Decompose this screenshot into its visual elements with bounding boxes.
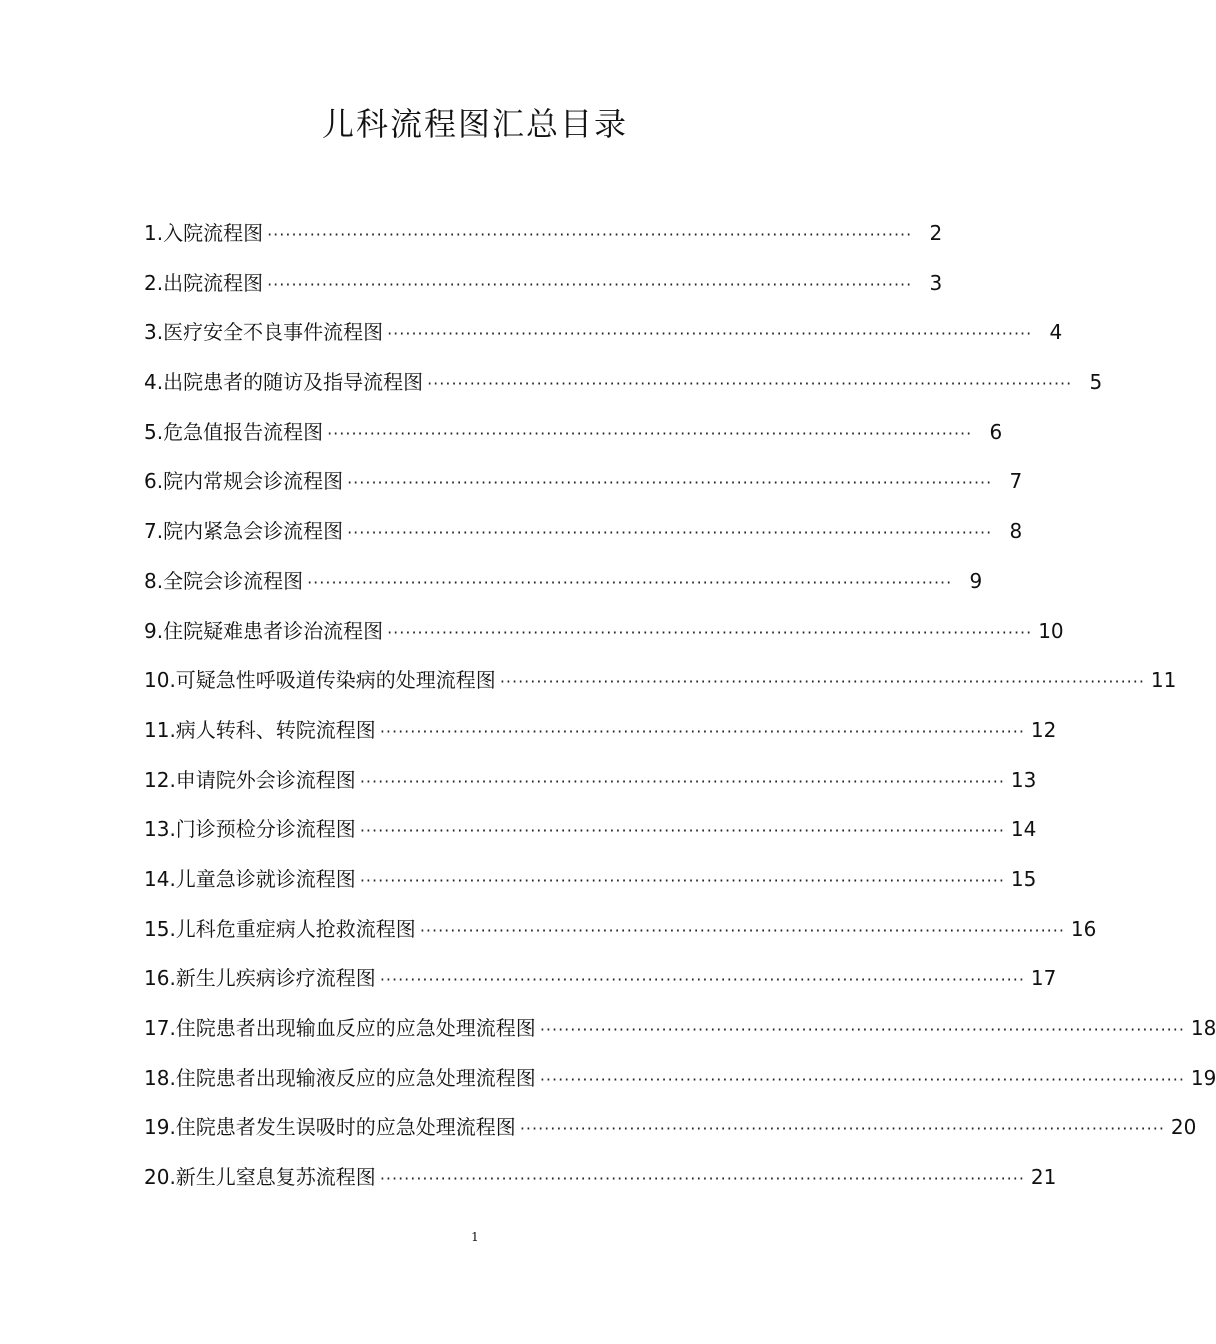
- toc-leader-dots: ··········································································································: [347, 523, 993, 543]
- toc-leader-dots: ··········································································································: [519, 1119, 1165, 1139]
- toc-leader-dots: ··········································································································: [327, 423, 973, 443]
- toc-entry[interactable]: [144, 261, 943, 311]
- toc-entry-page: 17: [1030, 966, 1057, 991]
- toc-entry[interactable]: [144, 1056, 1216, 1106]
- toc-leader-dots: ··········································································································: [427, 374, 1073, 394]
- toc-entry[interactable]: [144, 708, 1057, 758]
- toc-leader-dots: ··········································································································: [307, 572, 953, 592]
- toc-leader-dots: ··········································································································: [267, 225, 913, 244]
- toc-entry-page: 7: [1009, 469, 1023, 494]
- toc-entry[interactable]: [144, 658, 1177, 708]
- toc-entry-page: 13: [1010, 767, 1037, 792]
- toc-leader-dots: ··········································································································: [347, 473, 993, 493]
- toc-entry-label: 19.住院患者发生误吸时的应急处理流程图: [144, 1115, 516, 1140]
- document-title: 儿科流程图汇总目录: [321, 105, 628, 143]
- toc-entry-page: 19: [1190, 1065, 1216, 1090]
- toc-entry-page: 5: [1089, 370, 1103, 395]
- toc-leader-dots: ··········································································································: [387, 622, 1033, 642]
- toc-entry-page: 11: [1150, 668, 1177, 693]
- toc-entry-page: 9: [969, 568, 983, 593]
- toc-entry[interactable]: [144, 956, 1057, 1006]
- toc-entry[interactable]: [144, 410, 1003, 460]
- toc-leader-dots: ··········································································································: [359, 821, 1005, 841]
- toc-entry-page: 6: [989, 419, 1003, 444]
- toc-entry-label: 3.医疗安全不良事件流程图: [144, 320, 384, 345]
- toc-leader-dots: ··········································································································: [387, 324, 1033, 344]
- toc-entry[interactable]: [144, 211, 943, 261]
- toc-entry[interactable]: [144, 609, 1064, 659]
- toc-entry-label: 1.入院流程图: [144, 221, 264, 245]
- toc-entry[interactable]: [144, 360, 1103, 410]
- page-number: 1: [471, 1230, 479, 1244]
- toc-entry[interactable]: [144, 758, 1037, 808]
- toc-entry-page: 18: [1190, 1016, 1216, 1040]
- toc-entry-page: 2: [929, 221, 943, 245]
- toc-entry-page: 20: [1170, 1115, 1197, 1140]
- toc-leader-dots: ··········································································································: [379, 721, 1025, 741]
- toc-leader-dots: ··········································································································: [419, 920, 1065, 940]
- toc-entry-label: 14.儿童急诊就诊流程图: [144, 866, 356, 891]
- toc-entry-page: 8: [1009, 519, 1023, 544]
- toc-entry-label: 5.危急值报告流程图: [144, 419, 324, 444]
- toc-entry-page: 3: [929, 270, 943, 295]
- toc-entry-page: 4: [1049, 320, 1063, 345]
- toc-entry-page: 12: [1030, 717, 1057, 742]
- toc-entry[interactable]: [144, 459, 1023, 509]
- toc-entry[interactable]: [144, 807, 1037, 857]
- toc-leader-dots: ··········································································································: [359, 771, 1005, 791]
- toc-leader-dots: ··········································································································: [539, 1020, 1185, 1039]
- toc-leader-dots: ··········································································································: [539, 1069, 1185, 1089]
- toc-entry[interactable]: [144, 1105, 1197, 1155]
- toc-entry[interactable]: [144, 559, 983, 609]
- toc-leader-dots: ··········································································································: [379, 1169, 1025, 1189]
- toc-entry[interactable]: [144, 857, 1037, 907]
- toc-entry-label: 2.出院流程图: [144, 270, 264, 295]
- toc-entry-label: 11.病人转科、转院流程图: [144, 717, 376, 742]
- toc-entry-label: 16.新生儿疾病诊疗流程图: [144, 966, 376, 991]
- toc-entry-label: 13.门诊预检分诊流程图: [144, 817, 356, 842]
- toc-entry-label: 15.儿科危重症病人抢救流程图: [144, 916, 416, 941]
- toc-entry[interactable]: [144, 1006, 1216, 1056]
- toc-entry-label: 7.院内紧急会诊流程图: [144, 519, 344, 544]
- toc-entry-label: 17.住院患者出现输血反应的应急处理流程图: [144, 1016, 536, 1040]
- toc-entry[interactable]: [144, 310, 1063, 360]
- toc-entry-label: 6.院内常规会诊流程图: [144, 469, 344, 494]
- toc-entry-label: 4.出院患者的随访及指导流程图: [144, 370, 424, 395]
- toc-entry-page: 21: [1030, 1165, 1057, 1190]
- toc-entry-label: 20.新生儿窒息复苏流程图: [144, 1165, 376, 1190]
- toc-leader-dots: ··········································································································: [499, 672, 1145, 692]
- toc-entry-label: 9.住院疑难患者诊治流程图: [144, 618, 384, 643]
- toc-entry-label: 18.住院患者出现输液反应的应急处理流程图: [144, 1065, 536, 1090]
- toc-entry-label: 8.全院会诊流程图: [144, 568, 304, 593]
- toc-leader-dots: ··········································································································: [359, 870, 1005, 890]
- toc-entry-page: 15: [1010, 866, 1037, 891]
- toc-leader-dots: ··········································································································: [379, 970, 1025, 990]
- toc-entry[interactable]: [144, 1155, 1057, 1205]
- toc-entry[interactable]: [144, 509, 1023, 559]
- toc-entry-page: 14: [1010, 817, 1037, 842]
- toc-entry-label: 10.可疑急性呼吸道传染病的处理流程图: [144, 668, 496, 693]
- toc-entry[interactable]: [144, 907, 1097, 957]
- toc-entry-page: 16: [1070, 916, 1097, 941]
- table-of-contents: [144, 211, 1216, 1205]
- toc-entry-page: 10: [1038, 618, 1064, 643]
- toc-leader-dots: ··········································································································: [267, 274, 913, 294]
- toc-entry-label: 12.申请院外会诊流程图: [144, 767, 356, 792]
